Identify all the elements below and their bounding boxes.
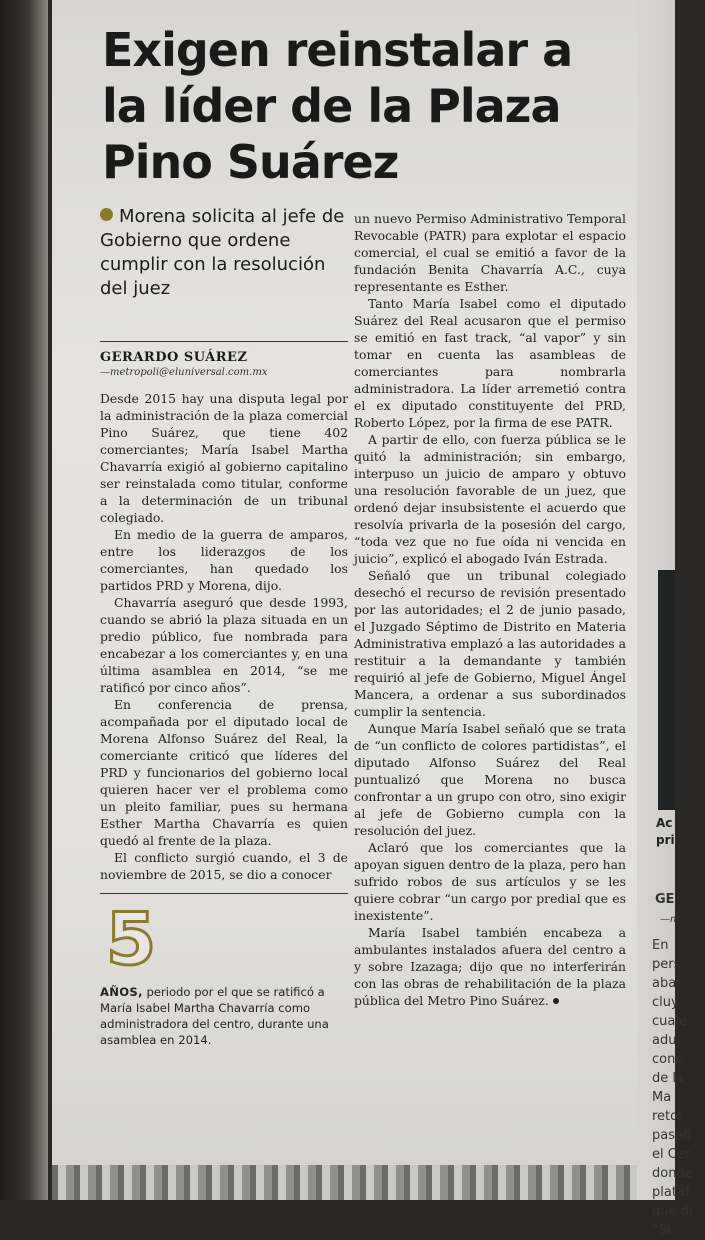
adjacent-line: abar [652,976,682,991]
fact-text [100,984,348,1048]
paragraph-last [354,924,626,1009]
factbox [100,893,348,1048]
paragraph: El conflicto surgió cuando, el 3 de noviembre de 2015, se dio a conocer [100,850,348,882]
adjacent-line: En [652,938,669,953]
adjacent-line: conc [652,1052,683,1067]
paragraph: Aunque María Isabel señaló que se trata de “un conflicto de colores partidistas”, el diputado Alfonso Suárez del Real puntualizó que Morena no busca confrontar a un grupo con otro, sino exigir al jefe de Gobierno cumpla con la resolución del juez. [354,721,626,838]
adjacent-line: Ma [652,1090,672,1105]
adjacent-line: adul [652,1033,681,1048]
adjacent-line: donde [652,1166,693,1181]
fact-description: periodo por el que se ratificó a María Isabel Martha Chavarría como administradora del centro, durante una asamblea en 2014. [100,985,329,1047]
adjacent-caption [656,815,675,849]
end-mark-icon [553,998,559,1004]
paragraph: En conferencia de prensa, acompañada por el diputado local de Morena Alfonso Suárez del Real, la comerciante criticó que líderes del PRD y funcionarios del gobierno local quieren hacer ver el problema como un pleito familiar, pues su hermana Esther Martha Chavarría es quien quedó al frente de la plaza. [100,697,348,848]
adjacent-line: “Si [652,1223,671,1238]
adjacent-line: pers [652,957,681,972]
deck [100,205,348,301]
deck-text: Morena solicita al jefe de Gobierno que ordene cumplir con la resolución del juez [100,206,345,299]
adjacent-line: cuale [652,1014,687,1029]
author-email: —metropoli@eluniversal.com.mx [100,367,268,378]
adjacent-photo [658,570,675,810]
adjacent-byline: GE [655,892,675,907]
byline: GERARDO SUÁREZ [100,350,248,365]
paragraph: un nuevo Permiso Administrativo Temporal Revocable (PATR) para explotar el espacio comercial, el cual se emitió a favor de la fundación Benita Chavarría A.C., cuya representante es Esther. [354,211,626,294]
bullet-dot-icon [100,208,113,221]
adjacent-line: de la [652,1071,684,1086]
adjacent-line: el Cer [652,1147,691,1162]
adjacent-line: retor [652,1109,684,1124]
paragraph: Tanto María Isabel como el diputado Suárez del Real acusaron que el permiso se emitió en fast track, “al vapor” y sin tomar en cuenta las asambleas de comerciantes para nombrarla administradora. La líder arremetió contra el ex diputado constituyente del PRD, Roberto López, por la firma de ese PATR. [354,296,626,430]
adjacent-caption-line: pri [656,833,675,847]
paragraph: Aclaró que los comerciantes que la apoyan siguen dentro de la plaza, pero han sufrido robos de sus artículos y se les quiere cobrar “un cargo por predial que es inexistente”. [354,840,626,923]
left-column [100,205,348,1048]
adjacent-body [652,936,697,1240]
paragraph: Desde 2015 hay una disputa legal por la administración de la plaza comercial Pino Suárez, que tiene 402 comerciantes; María Isabel Martha Chavarría exigió al gobierno capitalino ser reinstalada como titular, conforme a la determinación de un tribunal colegiado. [100,391,348,525]
adjacent-email: —m [660,914,680,925]
divider [100,893,348,894]
adjacent-line: pasad [652,1128,692,1143]
newspaper-page [52,0,637,1200]
paragraph: En medio de la guerra de amparos, entre los liderazgos de los comerciantes, han quedado los partidos PRD y Morena, dijo. [100,527,348,593]
right-body [354,210,626,1009]
headline: Exigen reinstalar a la líder de la Plaza Pino Suárez [102,23,573,189]
adjacent-line: cluy [652,995,679,1010]
paragraph: Señaló que un tribunal colegiado desechó el recurso de revisión presentado por las autoridades; el 2 de junio pasado, el Juzgado Séptimo de Distrito en Materia Administrativa emplazó a las autoridades a restituir a la demandante y también requirió al jefe de Gobierno, Miguel Ángel Mancera, a ordenar a sus subordinados cumplir la sentencia. [354,568,626,719]
left-backdrop [0,0,48,1200]
left-body [100,390,348,883]
paragraph: A partir de ello, con fuerza pública se le quitó la administración; sin embargo, interpuso un juicio de amparo y obtuvo una resolución favorable de un juez, que ordenó dejar insubsistente el acuerdo que resolvía privarla de la posesión del cargo, “toda vez que no fue oída ni vencida en juicio”, explicó el abogado Iván Estrada. [354,432,626,566]
fact-number: 5 [106,897,157,981]
right-column [354,210,626,1009]
divider [100,341,348,342]
adjacent-line: que di [652,1204,693,1219]
paragraph-text: María Isabel también encabeza a ambulantes instalados afuera del centro a y sobre Izazaga; dijo que no interferirán con las obras de rehabilitación de la plaza pública del Metro Pino Suárez. [354,925,626,1008]
adjacent-line: plataf [652,1185,690,1200]
paragraph: Chavarría aseguró que desde 1993, cuando se abrió la plaza situada en un predio público, fue nombrada para encabezar a los comerciantes y, en una última asamblea en 2014, “se me ratificó por cinco años”. [100,595,348,695]
fact-label: AÑOS, [100,985,143,999]
adjacent-caption-line: Ac [656,816,673,830]
bottom-photo-strip [52,1165,637,1200]
